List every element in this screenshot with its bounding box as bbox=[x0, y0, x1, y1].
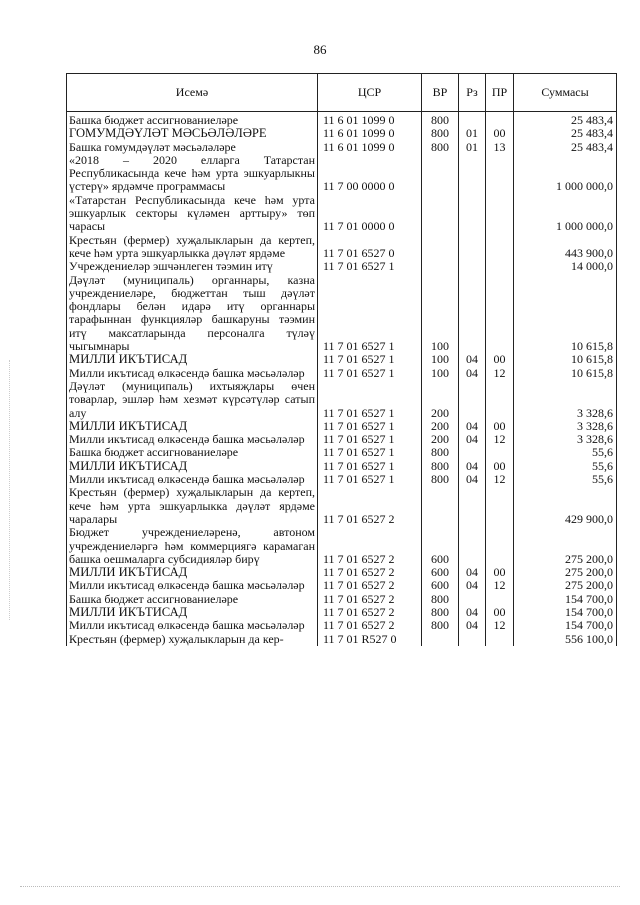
cell-sum: 154 700,0 bbox=[514, 606, 617, 619]
cell-rz bbox=[459, 260, 486, 273]
cell-vr bbox=[422, 486, 459, 526]
table-row bbox=[67, 194, 617, 234]
cell-name: МИЛЛИ ИКЪТИСАД bbox=[67, 353, 318, 366]
table-row bbox=[67, 353, 617, 366]
cell-pr: 12 bbox=[486, 579, 514, 592]
cell-sum: 3 328,6 bbox=[514, 433, 617, 446]
cell-csr: 11 7 01 6527 2 bbox=[318, 566, 422, 579]
cell-rz bbox=[459, 526, 486, 566]
cell-name: Дәүләт (муниципаль) ихтыяҗлары өчен товарлар, эшләр һәм хезмәт күрсәтүләр сатып алу bbox=[67, 380, 318, 420]
cell-csr: 11 7 01 6527 1 bbox=[318, 446, 422, 459]
cell-rz: 04 bbox=[459, 433, 486, 446]
table-row bbox=[67, 633, 617, 646]
cell-vr: 800 bbox=[422, 473, 459, 486]
cell-rz bbox=[459, 446, 486, 459]
cell-csr: 11 7 01 R527 0 bbox=[318, 633, 422, 646]
table-row bbox=[67, 367, 617, 380]
cell-name: «Татарстан Республикасында кече һәм урта эшкуарлык секторы күләмен арттыру» төп чарасы bbox=[67, 194, 318, 234]
cell-vr: 800 bbox=[422, 593, 459, 606]
cell-vr: 800 bbox=[422, 127, 459, 140]
cell-rz: 04 bbox=[459, 420, 486, 433]
cell-vr: 100 bbox=[422, 353, 459, 366]
table-row bbox=[67, 380, 617, 420]
cell-rz bbox=[459, 234, 486, 261]
cell-sum: 25 483,4 bbox=[514, 112, 617, 128]
cell-pr bbox=[486, 593, 514, 606]
cell-csr: 11 7 01 6527 2 bbox=[318, 619, 422, 632]
cell-sum: 275 200,0 bbox=[514, 566, 617, 579]
table-row bbox=[67, 566, 617, 579]
cell-sum: 3 328,6 bbox=[514, 380, 617, 420]
cell-pr: 00 bbox=[486, 420, 514, 433]
cell-vr: 100 bbox=[422, 367, 459, 380]
cell-csr: 11 7 01 6527 1 bbox=[318, 260, 422, 273]
cell-rz: 04 bbox=[459, 353, 486, 366]
cell-rz bbox=[459, 274, 486, 354]
table-row bbox=[67, 473, 617, 486]
cell-rz bbox=[459, 593, 486, 606]
table-row bbox=[67, 460, 617, 473]
cell-sum: 10 615,8 bbox=[514, 274, 617, 354]
cell-name: Учреждениеләр эшчәнлеген тәэмин итү bbox=[67, 260, 318, 273]
table-row bbox=[67, 141, 617, 154]
cell-sum: 25 483,4 bbox=[514, 127, 617, 140]
cell-name: Милли икътисад өлкәсендә башка мәсьәләләр bbox=[67, 579, 318, 592]
scan-margin-artifact bbox=[9, 360, 11, 620]
cell-name: Дәүләт (муниципаль) органнары, казна учреждениеләре, бюджеттан тыш дәүләт фондлары белән идарә итү органнары тарафыннан функцияләр башкаруны тәэмин итү максатларында персоналга түләү чыгымнары bbox=[67, 274, 318, 354]
cell-sum: 55,6 bbox=[514, 446, 617, 459]
cell-vr bbox=[422, 194, 459, 234]
cell-pr: 00 bbox=[486, 460, 514, 473]
cell-vr: 600 bbox=[422, 579, 459, 592]
cell-name: Милли икътисад өлкәсендә башка мәсьәләләр bbox=[67, 619, 318, 632]
cell-name: МИЛЛИ ИКЪТИСАД bbox=[67, 566, 318, 579]
cell-rz: 04 bbox=[459, 566, 486, 579]
cell-name: МИЛЛИ ИКЪТИСАД bbox=[67, 460, 318, 473]
cell-csr: 11 7 01 6527 1 bbox=[318, 353, 422, 366]
table-row bbox=[67, 579, 617, 592]
cell-vr: 200 bbox=[422, 433, 459, 446]
cell-name: Башка гомумдәүләт мәсьәләләре bbox=[67, 141, 318, 154]
cell-pr bbox=[486, 260, 514, 273]
header-name: Исемә bbox=[67, 74, 318, 112]
cell-vr: 800 bbox=[422, 112, 459, 128]
budget-table bbox=[66, 73, 617, 646]
page-number: 86 bbox=[313, 42, 327, 57]
cell-name: Крестьян (фермер) хуҗалыкларын да кертеп, кече һәм урта эшкуарлыкка дәүләт ярдәме bbox=[67, 234, 318, 261]
cell-pr: 12 bbox=[486, 433, 514, 446]
cell-name: Бюджет учреждениеләренә, автоном учреждениеләргә һәм коммерциягә карамаган башка оешмаларга субсидияләр бирү bbox=[67, 526, 318, 566]
cell-rz: 04 bbox=[459, 367, 486, 380]
cell-vr: 200 bbox=[422, 420, 459, 433]
cell-vr bbox=[422, 234, 459, 261]
table-row bbox=[67, 526, 617, 566]
cell-csr: 11 7 01 6527 1 bbox=[318, 473, 422, 486]
table-row bbox=[67, 274, 617, 354]
cell-sum: 10 615,8 bbox=[514, 353, 617, 366]
cell-vr: 800 bbox=[422, 141, 459, 154]
cell-csr: 11 7 01 6527 2 bbox=[318, 486, 422, 526]
cell-name: Башка бюджет ассигнованиеләре bbox=[67, 593, 318, 606]
cell-sum: 443 900,0 bbox=[514, 234, 617, 261]
table-header-row bbox=[67, 74, 617, 112]
table-row bbox=[67, 606, 617, 619]
cell-rz: 04 bbox=[459, 619, 486, 632]
cell-csr: 11 7 01 6527 0 bbox=[318, 234, 422, 261]
cell-csr: 11 7 01 6527 2 bbox=[318, 526, 422, 566]
cell-pr bbox=[486, 446, 514, 459]
cell-csr: 11 7 01 6527 2 bbox=[318, 593, 422, 606]
cell-pr bbox=[486, 234, 514, 261]
table-row bbox=[67, 127, 617, 140]
cell-name: ГОМУМДӘҮЛӘТ МӘСЬӘЛӘЛӘРЕ bbox=[67, 127, 318, 140]
cell-name: Башка бюджет ассигнованиеләре bbox=[67, 112, 318, 128]
cell-pr bbox=[486, 274, 514, 354]
table-row bbox=[67, 593, 617, 606]
cell-csr: 11 7 01 6527 1 bbox=[318, 367, 422, 380]
cell-pr bbox=[486, 154, 514, 194]
cell-vr: 800 bbox=[422, 619, 459, 632]
header-rz: Рз bbox=[459, 74, 486, 112]
cell-sum: 25 483,4 bbox=[514, 141, 617, 154]
cell-pr: 13 bbox=[486, 141, 514, 154]
cell-name: Милли икътисад өлкәсендә башка мәсьәләләр bbox=[67, 473, 318, 486]
cell-csr: 11 7 01 6527 1 bbox=[318, 380, 422, 420]
cell-vr bbox=[422, 633, 459, 646]
cell-pr: 12 bbox=[486, 473, 514, 486]
cell-pr: 12 bbox=[486, 367, 514, 380]
cell-pr: 00 bbox=[486, 353, 514, 366]
cell-rz bbox=[459, 194, 486, 234]
cell-sum: 556 100,0 bbox=[514, 633, 617, 646]
cell-pr: 00 bbox=[486, 606, 514, 619]
cell-pr: 00 bbox=[486, 566, 514, 579]
table-row bbox=[67, 446, 617, 459]
cell-rz: 01 bbox=[459, 141, 486, 154]
table-row bbox=[67, 112, 617, 128]
cell-name: Башка бюджет ассигнованиеләре bbox=[67, 446, 318, 459]
cell-vr: 800 bbox=[422, 606, 459, 619]
cell-csr: 11 7 01 6527 2 bbox=[318, 579, 422, 592]
table-body bbox=[67, 112, 617, 646]
cell-name: Милли икътисад өлкәсендә башка мәсьәләләр bbox=[67, 433, 318, 446]
table-row bbox=[67, 260, 617, 273]
cell-sum: 275 200,0 bbox=[514, 579, 617, 592]
cell-rz bbox=[459, 633, 486, 646]
table-row bbox=[67, 486, 617, 526]
cell-csr: 11 6 01 1099 0 bbox=[318, 141, 422, 154]
table-row bbox=[67, 234, 617, 261]
cell-csr: 11 6 01 1099 0 bbox=[318, 112, 422, 128]
table-row bbox=[67, 420, 617, 433]
cell-sum: 1 000 000,0 bbox=[514, 194, 617, 234]
cell-rz bbox=[459, 380, 486, 420]
cell-sum: 55,6 bbox=[514, 460, 617, 473]
cell-rz bbox=[459, 112, 486, 128]
cell-name: Крестьян (фермер) хуҗалыкларын да кертеп, кече һәм урта эшкуарлыкка дәүләт ярдәме чаралары bbox=[67, 486, 318, 526]
cell-vr bbox=[422, 154, 459, 194]
cell-pr bbox=[486, 112, 514, 128]
header-vr: ВР bbox=[422, 74, 459, 112]
cell-name: «2018 – 2020 елларга Татарстан Республикасында кече һәм урта эшкуарлыкны үстерү» ярдәмче программасы bbox=[67, 154, 318, 194]
cell-sum: 154 700,0 bbox=[514, 593, 617, 606]
cell-csr: 11 7 01 0000 0 bbox=[318, 194, 422, 234]
cell-pr: 12 bbox=[486, 619, 514, 632]
cell-sum: 1 000 000,0 bbox=[514, 154, 617, 194]
cell-rz: 04 bbox=[459, 606, 486, 619]
cell-pr bbox=[486, 486, 514, 526]
cell-sum: 10 615,8 bbox=[514, 367, 617, 380]
cell-name: Крестьян (фермер) хуҗалыкларын да кер- bbox=[67, 633, 318, 646]
cell-sum: 55,6 bbox=[514, 473, 617, 486]
header-sum: Суммасы bbox=[514, 74, 617, 112]
cell-csr: 11 7 01 6527 1 bbox=[318, 460, 422, 473]
cell-rz: 01 bbox=[459, 127, 486, 140]
cell-rz: 04 bbox=[459, 473, 486, 486]
cell-pr bbox=[486, 633, 514, 646]
table-row bbox=[67, 433, 617, 446]
table-row bbox=[67, 619, 617, 632]
cell-vr: 800 bbox=[422, 460, 459, 473]
cell-vr: 600 bbox=[422, 566, 459, 579]
cell-pr bbox=[486, 380, 514, 420]
scan-footer-artifact bbox=[20, 886, 620, 888]
cell-sum: 275 200,0 bbox=[514, 526, 617, 566]
cell-sum: 3 328,6 bbox=[514, 420, 617, 433]
cell-name: Милли икътисад өлкәсендә башка мәсьәләләр bbox=[67, 367, 318, 380]
cell-sum: 154 700,0 bbox=[514, 619, 617, 632]
cell-csr: 11 7 01 6527 2 bbox=[318, 606, 422, 619]
cell-csr: 11 7 00 0000 0 bbox=[318, 154, 422, 194]
cell-vr: 600 bbox=[422, 526, 459, 566]
header-csr: ЦСР bbox=[318, 74, 422, 112]
cell-vr bbox=[422, 260, 459, 273]
cell-pr bbox=[486, 194, 514, 234]
header-pr: ПР bbox=[486, 74, 514, 112]
cell-csr: 11 7 01 6527 1 bbox=[318, 274, 422, 354]
cell-vr: 100 bbox=[422, 274, 459, 354]
cell-vr: 200 bbox=[422, 380, 459, 420]
cell-csr: 11 6 01 1099 0 bbox=[318, 127, 422, 140]
cell-rz: 04 bbox=[459, 460, 486, 473]
cell-pr: 00 bbox=[486, 127, 514, 140]
cell-rz: 04 bbox=[459, 579, 486, 592]
cell-csr: 11 7 01 6527 1 bbox=[318, 433, 422, 446]
cell-name: МИЛЛИ ИКЪТИСАД bbox=[67, 420, 318, 433]
cell-csr: 11 7 01 6527 1 bbox=[318, 420, 422, 433]
cell-rz bbox=[459, 154, 486, 194]
table-row bbox=[67, 154, 617, 194]
cell-sum: 14 000,0 bbox=[514, 260, 617, 273]
cell-vr: 800 bbox=[422, 446, 459, 459]
cell-sum: 429 900,0 bbox=[514, 486, 617, 526]
cell-rz bbox=[459, 486, 486, 526]
cell-name: МИЛЛИ ИКЪТИСАД bbox=[67, 606, 318, 619]
cell-pr bbox=[486, 526, 514, 566]
